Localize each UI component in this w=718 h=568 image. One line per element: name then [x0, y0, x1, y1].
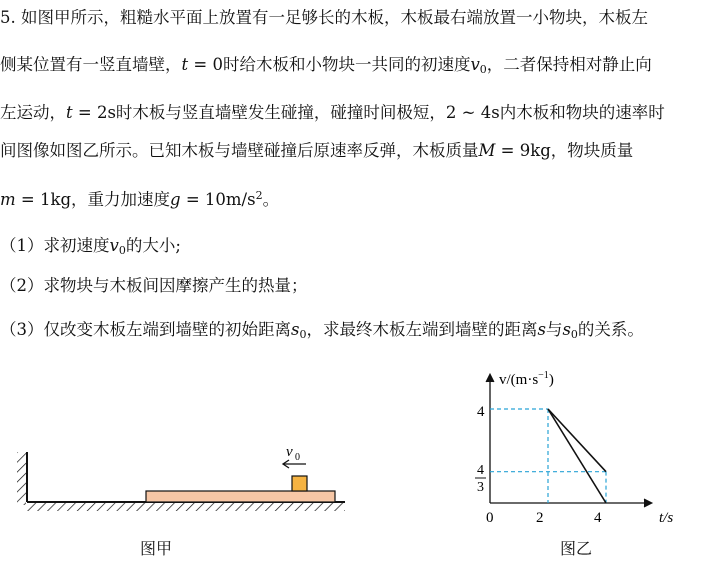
q3-var-s: s [537, 320, 546, 339]
q3-text-a: （3）仅改变木板左端到墙壁的初始距离 [0, 320, 291, 339]
velocity-label-sub: 0 [295, 452, 300, 463]
var-v: v [470, 55, 480, 74]
problem-text-5c: ，重力加速度 [71, 190, 171, 209]
q2-text: （2）求物块与木板间因摩擦产生的热量； [0, 276, 308, 295]
question-2 [0, 276, 308, 296]
gravity-sup: 2 [255, 189, 263, 202]
problem-line-2 [0, 55, 652, 80]
dashed-guides [490, 409, 606, 503]
problem-text-3a: 左运动， [0, 103, 66, 122]
tick-y-4: 4 [477, 404, 485, 420]
q3-var-s0: s [291, 320, 300, 339]
x-axis-label: t/s [659, 510, 674, 526]
problem-text-2c: = 0时给木板和小物块一共同的初速度 [188, 55, 471, 74]
q3-var-s0-2-sub: 0 [570, 328, 578, 341]
var-m: m [0, 190, 16, 209]
q3-text-f: 与 [545, 320, 563, 339]
problem-text-5g: 。 [262, 190, 280, 209]
wall-hatching [17, 452, 26, 505]
figure-jia [0, 360, 360, 560]
x-axis-arrow [644, 499, 652, 507]
q1-text-d: 的大小; [125, 236, 181, 255]
problem-text-2f: ，二者保持相对静止向 [486, 55, 652, 74]
gravity-value: = 10m/s [180, 190, 256, 209]
problem-line-5 [0, 186, 279, 210]
q1-text-a: （1）求初速度 [0, 236, 110, 255]
var-g: g [170, 190, 181, 209]
tick-y-frac-num: 4 [477, 463, 484, 478]
mass-M-value: = 9kg [495, 141, 551, 160]
caption-yi: 图乙 [560, 539, 593, 558]
figure-yi-chart [455, 360, 695, 530]
q3-var-s0-2: s [562, 320, 571, 339]
q3-text-i: 的关系。 [577, 320, 644, 339]
tick-x-4: 4 [594, 510, 602, 526]
question-3 [0, 320, 644, 345]
small-block [292, 476, 307, 491]
y-axis-arrow [486, 374, 494, 382]
q3-text-d: ，求最终木板左端到墙壁的距离 [306, 320, 538, 339]
y-axis-label: $v/(m\cdot s^{-1})$ [499, 370, 554, 388]
series-line-1 [548, 409, 606, 472]
problem-line-1 [0, 8, 648, 28]
problem-text-1: 如图甲所示，粗糙水平面上放置有一足够长的木板，木板最右端放置一小物块，木板左 [21, 8, 648, 27]
problem-text-4a: 间图像如图乙所示。已知木板与墙壁碰撞后原速率反弹，木板质量 [0, 141, 479, 160]
question-1 [0, 236, 181, 261]
q3-var-s0-sub: 0 [299, 328, 307, 341]
problem-text-2a: 侧某位置有一竖直墙壁， [0, 55, 182, 74]
tick-x-0: 0 [486, 510, 494, 526]
var-v-sub: 0 [479, 63, 487, 76]
tick-x-2: 2 [536, 510, 544, 526]
problem-text-3e: 内木板和物块的速率时 [499, 103, 665, 122]
problem-number: 5. [0, 8, 16, 27]
var-t: t [181, 55, 189, 74]
series-lines [548, 409, 606, 503]
q1-var-v: v [109, 236, 119, 255]
mass-m-value: = 1kg [15, 190, 72, 209]
tick-y-frac-den: 3 [477, 480, 484, 495]
problem-line-3 [0, 103, 665, 123]
wooden-board [146, 491, 335, 502]
velocity-label: v [286, 444, 293, 460]
series-line-2 [548, 409, 606, 503]
time-range: 2 ~ 4s [445, 103, 500, 122]
ground-hatching [27, 502, 345, 511]
problem-text-3c: = 2s时木板与竖直墙壁发生碰撞，碰撞时间极短， [72, 103, 446, 122]
var-t-2: t [66, 103, 73, 122]
var-M: M [478, 141, 496, 160]
caption-jia: 图甲 [140, 539, 173, 558]
problem-line-4 [0, 141, 633, 161]
problem-text-4d: ，物块质量 [550, 141, 634, 160]
q1-var-sub: 0 [118, 244, 126, 257]
